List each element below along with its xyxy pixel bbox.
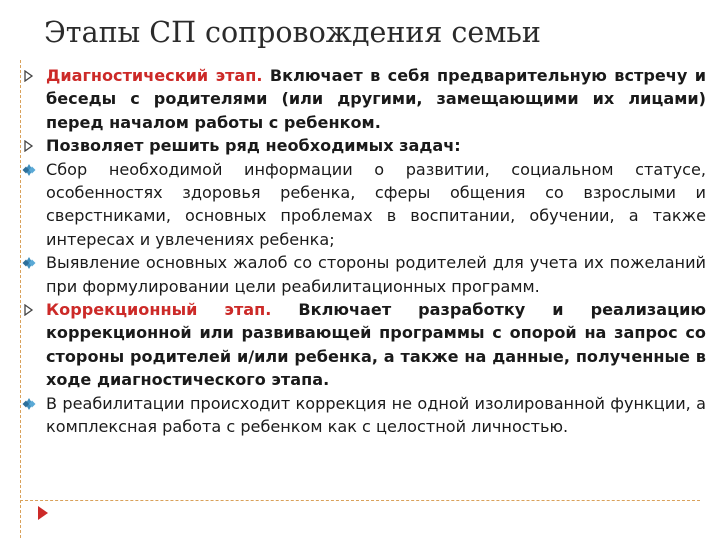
diamond-bullet-icon: [22, 164, 36, 176]
list-item: [22, 251, 706, 298]
item-text: [46, 64, 706, 134]
list-item: [22, 298, 706, 392]
item-text: Позволяет решить ряд необходимых задач:: [46, 136, 461, 156]
bullet-list: [22, 64, 706, 439]
diamond-bullet-icon: [22, 257, 36, 269]
triangle-arrow-icon: [22, 140, 36, 152]
stage-highlight: Коррекционный этап.: [46, 300, 272, 320]
guide-line-vertical: [20, 60, 21, 538]
item-text: В реабилитации происходит коррекция не одной изолированной функции, а комплексная работа с ребенком как с целостной личностью.: [46, 393, 706, 437]
corner-arrow-icon: [36, 505, 50, 521]
item-text: Сбор необходимой информации о развитии, социальном статусе, особенностях здоровья ребенка, сферы общения со взрослыми и сверстниками, основных проблемах в воспитании, обучении, а также интересах и увлечениях ребенка;: [46, 159, 706, 249]
guide-line-horizontal: [20, 500, 700, 501]
diamond-bullet-icon: [22, 398, 36, 410]
list-item: [22, 158, 706, 252]
list-item: [22, 134, 706, 157]
triangle-arrow-icon: [22, 304, 36, 316]
item-rest-text: Включает в себя предварительную встречу и беседы с родителями (или другими, замещающими их лицами) перед началом работы с ребенком.: [46, 66, 706, 132]
list-item: [22, 64, 706, 134]
triangle-arrow-icon: [22, 70, 36, 82]
item-rest-text: Включает разработку и реализацию коррекционной или развивающей программы с опорой на запрос со стороны родителей и/или ребенка, а также на данные, полученные в ходе диагностического этапа.: [46, 300, 706, 390]
list-item: [22, 392, 706, 439]
item-text: [46, 298, 706, 392]
stage-highlight: Диагностический этап.: [46, 66, 263, 85]
slide-title: Этапы СП сопровождения семьи: [44, 16, 541, 49]
item-text: Выявление основных жалоб со стороны родителей для учета их пожеланий при формулировании цели реабилитационных программ.: [46, 253, 706, 296]
